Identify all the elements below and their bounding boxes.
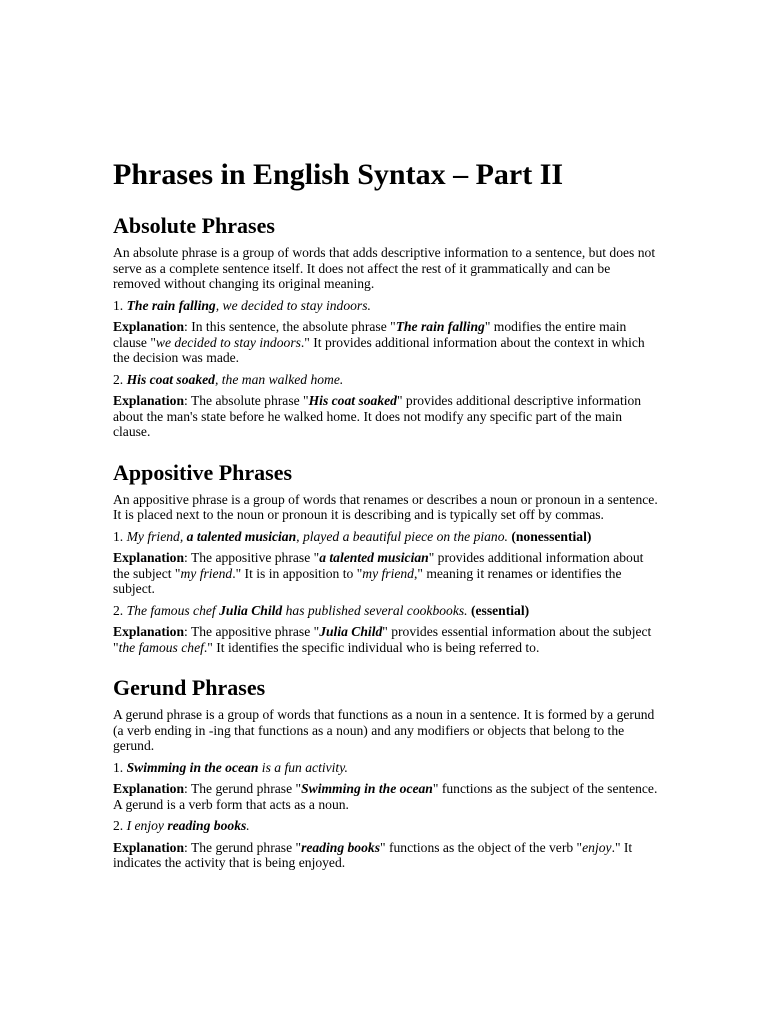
text-run: ." It is in apposition to " (232, 565, 363, 581)
text-run: my friend (180, 565, 233, 581)
text-run: enjoy (582, 839, 612, 855)
section-appositive-phrases (113, 460, 658, 656)
text-run: : The appositive phrase " (184, 550, 320, 565)
text-run: His coat soaked (126, 371, 215, 387)
text-run: Explanation (113, 393, 185, 408)
section-heading: Appositive Phrases (113, 459, 293, 485)
section-absolute-phrases (113, 213, 658, 440)
text-run: Explanation (113, 550, 185, 565)
text-run: (essential) (470, 602, 530, 618)
text-run: 2. (113, 818, 127, 833)
text-run: My friend, (126, 528, 187, 544)
example-explanation (113, 550, 658, 597)
text-run: ." It identifies the specific individual who is being referred to. (203, 639, 540, 655)
text-run: Julia Child (219, 602, 283, 618)
text-run: (nonessential) (511, 528, 592, 544)
text-run: the famous chef (118, 639, 204, 655)
example-explanation (113, 393, 658, 440)
text-run: " modifies the entire main clause " (113, 319, 627, 350)
text-run: ." It provides additional information about the context in which the decision was made. (113, 334, 645, 365)
text-run: " functions as the object of the verb " (380, 839, 583, 855)
example-sentence (113, 298, 658, 314)
text-run: Explanation (113, 319, 185, 334)
section-intro: A gerund phrase is a group of words that functions as a noun in a sentence. It is formed by a gerund (a verb ending in -ing that functions as a noun) and any modifiers or objects that belong to the gerund. (113, 707, 655, 753)
text-run: a talented musician (186, 528, 297, 544)
text-run: : In this sentence, the absolute phrase " (184, 319, 396, 334)
section-intro: An absolute phrase is a group of words that adds descriptive information to a sentence, but does not serve as a complete sentence itself. It does not affect the rest of it grammatically and can be removed without changing its original meaning. (113, 245, 656, 291)
example-sentence (113, 372, 658, 388)
text-run: a talented musician (319, 550, 429, 565)
example-sentence (113, 603, 658, 619)
text-run: : The gerund phrase " (184, 781, 302, 796)
text-run: 1. (113, 528, 127, 544)
section-heading: Absolute Phrases (113, 213, 275, 238)
text-run: " provides essential information about the subject " (113, 624, 652, 655)
section-intro: An appositive phrase is a group of words that renames or describes a noun or pronoun in a sentence. It is placed next to the noun or pronoun it is describing and is typically set off by commas. (113, 491, 658, 522)
text-run: 1. (113, 759, 127, 775)
example-explanation (113, 319, 658, 366)
text-run: " functions as the subject of the sentence. A gerund is a verb form that acts as a noun. (113, 781, 658, 812)
text-run: we decided to stay indoors (155, 334, 301, 350)
text-run: , the man walked home. (214, 371, 344, 387)
text-run: has published several cookbooks. (282, 602, 471, 618)
example-sentence (113, 529, 658, 545)
text-run: His coat soaked (308, 393, 397, 408)
section-gerund-phrases (113, 675, 658, 871)
page-title: Phrases in English Syntax – Part II (113, 158, 564, 191)
example-explanation (113, 781, 658, 812)
text-run: : The absolute phrase " (184, 393, 309, 408)
text-run: is a fun activity. (258, 759, 348, 775)
text-run: my friend (362, 565, 414, 581)
text-run: , played a beautiful piece on the piano. (296, 528, 512, 544)
example-sentence (113, 818, 658, 834)
text-run: Explanation (113, 839, 185, 855)
text-run: ," meaning it renames or identifies the subject. (113, 565, 622, 596)
example-sentence (113, 760, 658, 776)
text-run: Swimming in the ocean (126, 759, 259, 775)
text-run: reading books (301, 839, 380, 855)
section-heading: Gerund Phrases (113, 675, 266, 700)
text-run: " provides additional information about the subject " (113, 550, 644, 581)
text-run: 2. (113, 371, 127, 387)
text-run: " provides additional descriptive information about the man's state before he walked home. It does not modify any specific part of the main clause. (113, 393, 642, 439)
example-explanation (113, 840, 658, 871)
text-run: 1. (113, 297, 127, 313)
text-run: , we decided to stay indoors. (215, 297, 371, 313)
text-run: reading books (167, 818, 247, 833)
text-run: Julia Child (319, 624, 383, 639)
text-run: The famous chef (126, 602, 220, 618)
text-run: : The appositive phrase " (184, 624, 320, 639)
text-run: Explanation (113, 624, 185, 639)
text-run: Swimming in the ocean (301, 781, 433, 796)
text-run: : The gerund phrase " (184, 839, 302, 855)
text-run: The rain falling (126, 297, 216, 313)
text-run: . (246, 818, 250, 833)
text-run: I enjoy (126, 818, 168, 833)
example-explanation (113, 624, 658, 655)
text-run: The rain falling (395, 319, 485, 334)
text-run: ." It indicates the activity that is being enjoyed. (113, 839, 633, 870)
text-run: 2. (113, 602, 127, 618)
text-run: Explanation (113, 781, 185, 796)
